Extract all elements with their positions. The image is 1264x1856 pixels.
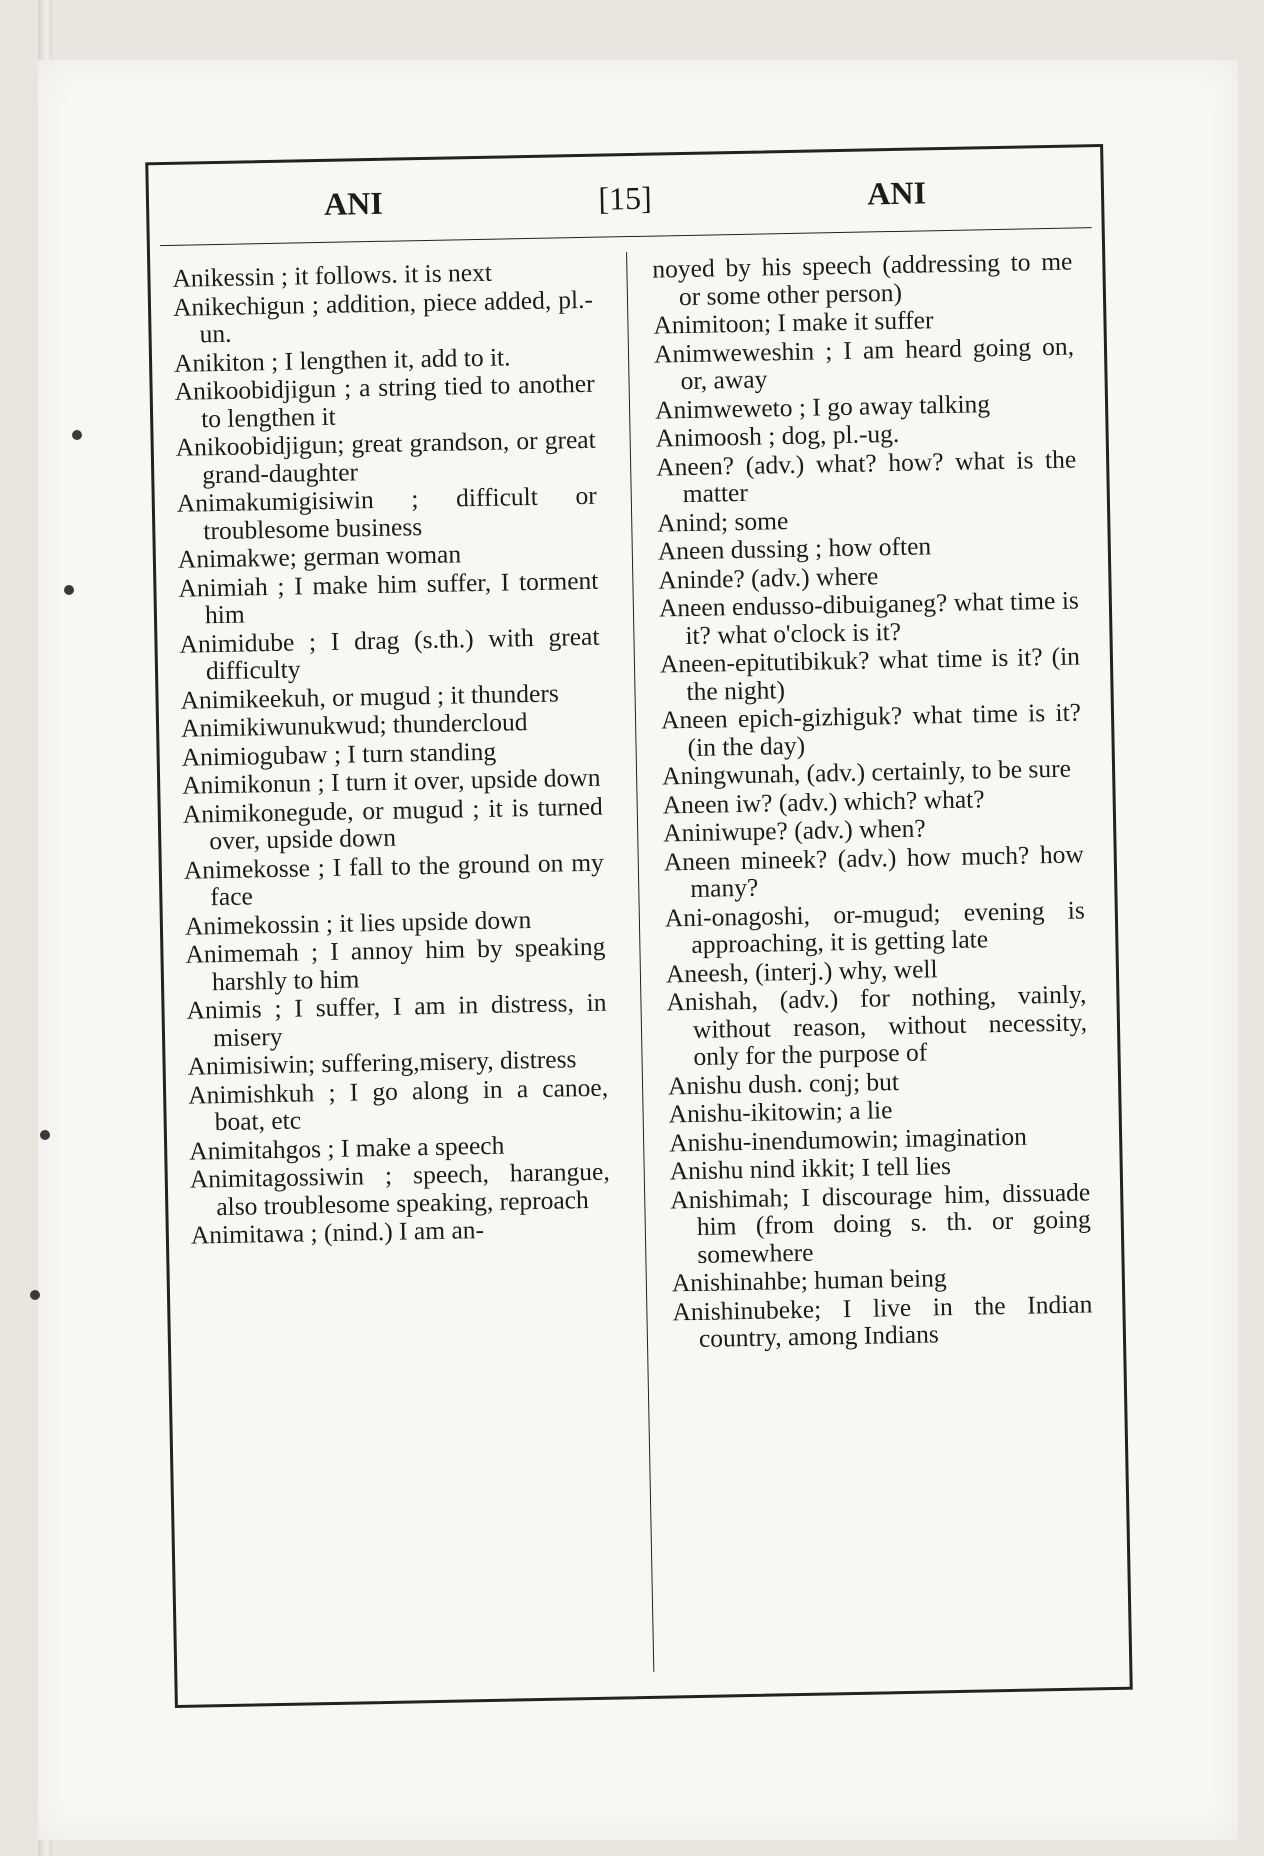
dictionary-entry: Animekossin ; it lies upside down: [184, 904, 532, 941]
dictionary-entry: Animweweto ; I go away talking: [654, 388, 991, 425]
dictionary-entry: Aneen mineek? (adv.) how much? how many?: [663, 838, 1084, 904]
dictionary-entry: Animitoon; I make it suffer: [653, 305, 934, 340]
dictionary-entry: Aneen-epitutibikuk? what time is it? (in the night): [659, 641, 1081, 706]
dictionary-entry: Aneesh, (interj.) why, well: [665, 953, 938, 988]
binding-hole: [40, 1130, 50, 1140]
dictionary-entry: Aningwunah, (adv.) certainly, to be sure: [661, 753, 1072, 791]
dictionary-entry: Anikoobidjigun; great grandson, or great grand-daughter: [175, 424, 596, 489]
dictionary-entry: Anind; some: [656, 505, 789, 538]
page-frame: [145, 144, 1133, 1708]
dictionary-entry: Animitahgos ; I make a speech: [188, 1130, 505, 1166]
dictionary-entry: Animidube ; I drag (s.th.) with great difficulty: [179, 621, 600, 686]
dictionary-entry: Aneen endusso-dibuiganeg? what time is it? what o'clock is it?: [658, 585, 1080, 650]
dictionary-entry: Aneen iw? (adv.) which? what?: [662, 783, 985, 820]
dictionary-entry: Animakwe; german woman: [177, 539, 462, 574]
right-column: [652, 248, 1093, 1354]
dictionary-entry: Aneen epich-gizhiguk? what time is it? (in the day): [660, 697, 1082, 762]
dictionary-entry: Anishu nind ikkit; I tell lies: [669, 1151, 952, 1186]
left-column: [172, 257, 611, 1250]
dictionary-entry: Animikiwunukwud; thundercloud: [180, 707, 528, 743]
dictionary-entry: Animoosh ; dog, pl.-ug.: [655, 418, 900, 453]
dictionary-entry: Anishah, (adv.) for nothing, vainly, without reason, without necessity, only for the purpose of: [666, 979, 1088, 1071]
running-header: [149, 161, 1102, 239]
dictionary-entry: Animiogubaw ; I turn standing: [181, 736, 497, 772]
dictionary-entry: Anishu dush. conj; but: [667, 1066, 900, 1100]
dictionary-entry: Aneen dussing ; how often: [657, 531, 932, 566]
dictionary-entry: Anishimah; I discourage him, dissuade him (from doing s. th. or going somewhere: [669, 1176, 1091, 1269]
dictionary-entry: Ani-onagoshi, or-mugud; evening is approaching, it is getting late: [664, 894, 1086, 959]
dictionary-entry: Aniniwupe? (adv.) when?: [662, 813, 926, 848]
dictionary-entry: Animishkuh ; I go along in a canoe, boat, etc: [187, 1072, 609, 1137]
dictionary-entry: Animitawa ; (nind.) I am an-: [190, 1215, 485, 1250]
dictionary-entry: Animitagossiwin ; speech, harangue, also troublesome speaking, reproach: [189, 1156, 610, 1221]
dictionary-entry: Anishinubeke; I live in the Indian country, among Indians: [672, 1288, 1093, 1353]
dictionary-entry: Animikonegude, or mugud ; it is turned over, upside down: [182, 791, 603, 856]
header-right-guideword: ANI: [866, 174, 927, 212]
dictionary-entry: Animikeekuh, or mugud ; it thunders: [180, 678, 559, 715]
dictionary-entry: Aninde? (adv.) where: [658, 560, 879, 595]
dictionary-entry: Animis ; I suffer, I am in distress, in misery: [186, 987, 607, 1052]
dictionary-entry: Animikonun ; I turn it over, upside down: [181, 762, 601, 800]
binding-hole: [30, 1290, 40, 1300]
dictionary-entry: Anishu-inendumowin; imagination: [668, 1121, 1028, 1157]
dictionary-entry: Anikechigun ; addition, piece added, pl.-un.: [172, 284, 594, 349]
page-number: [15]: [598, 179, 653, 217]
dictionary-entry: Animekosse ; I fall to the ground on my face: [183, 847, 605, 912]
dictionary-entry: Animakumigisiwin ; difficult or troublesome business: [176, 480, 598, 545]
dictionary-entry: Anikoobidjigun ; a string tied to another to lengthen it: [174, 368, 595, 433]
dictionary-entry: noyed by his speech (addressing to me or some other person): [652, 246, 1073, 311]
dictionary-entry: Animweweshin ; I am heard going on, or, away: [653, 331, 1075, 396]
dictionary-entry: Animisiwin; suffering,misery, distress: [187, 1044, 577, 1081]
dictionary-entry: Animiah ; I make him suffer, I torment him: [178, 565, 599, 630]
dictionary-entry: Animemah ; I annoy him by speaking harshly to him: [185, 931, 606, 996]
column-divider: [626, 252, 654, 1672]
dictionary-entry: Anikiton ; I lengthen it, add to it.: [173, 341, 511, 378]
dictionary-entry: Anishu-ikitowin; a lie: [668, 1095, 893, 1129]
dictionary-entry: Anikessin ; it follows. it is next: [172, 257, 493, 293]
binding-hole: [72, 430, 82, 440]
binding-hole: [64, 585, 74, 595]
header-left-guideword: ANI: [323, 184, 384, 222]
dictionary-entry: Aneen? (adv.) what? how? what is the matter: [655, 444, 1077, 509]
dictionary-entry: Anishinahbe; human being: [671, 1263, 947, 1298]
